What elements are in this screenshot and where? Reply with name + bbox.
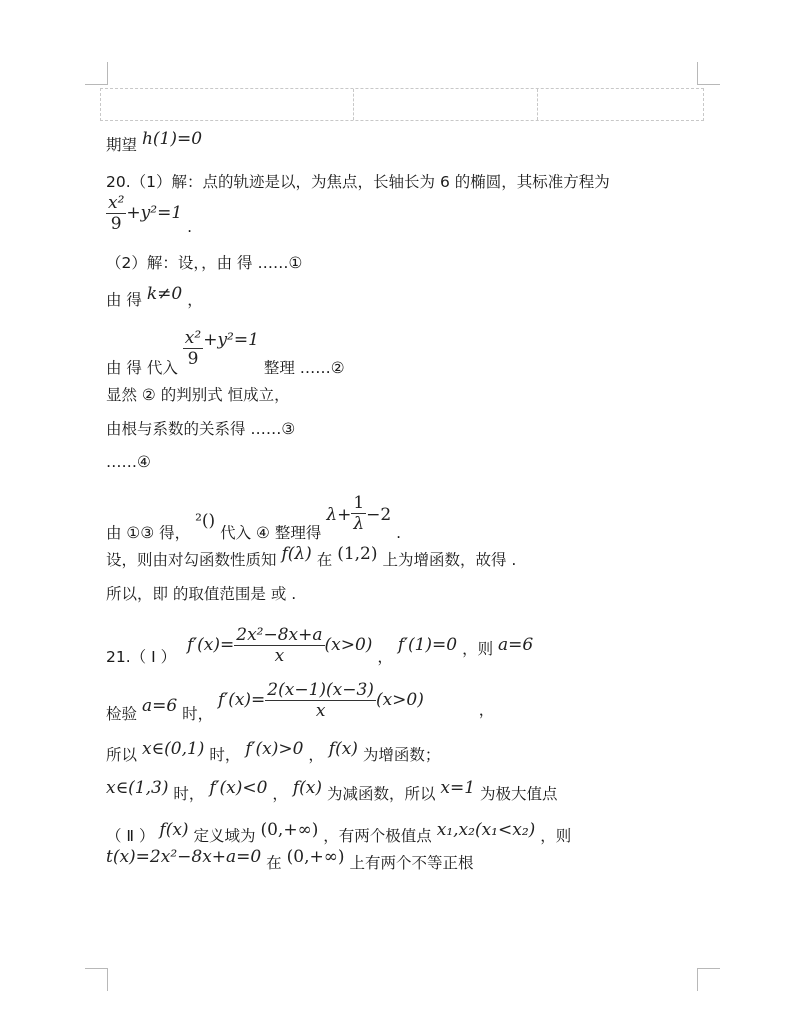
text: ， <box>478 701 495 719</box>
text: 为增函数； <box>362 746 441 764</box>
text: （2）解：设，，由 得 ……① <box>106 254 303 272</box>
line-two-roots <box>106 847 474 873</box>
text: 检验 <box>106 705 138 723</box>
text: 由 ①③ 得， <box>106 524 191 542</box>
line-k-nonzero <box>106 284 203 310</box>
math: a=6 <box>498 635 534 655</box>
text: 设，则由对勾函数性质知 <box>106 551 277 569</box>
denominator: x <box>274 646 285 666</box>
table-cell <box>354 89 538 120</box>
math: λ+ <box>326 505 352 525</box>
line-eq4 <box>106 452 151 472</box>
numerator: x² <box>184 328 202 348</box>
math: +y²=1 <box>203 330 259 350</box>
math: ²() <box>195 511 216 531</box>
math: f′(1)=0 <box>397 635 458 655</box>
line-q20-part1 <box>106 172 610 192</box>
math: −2 <box>366 505 392 525</box>
math: x∈(0,1) <box>141 739 205 759</box>
text: . <box>396 524 402 542</box>
math: f′(x)= <box>187 635 235 655</box>
text: 上为增函数，故得 . <box>382 551 517 569</box>
math: h(1)=0 <box>141 129 203 149</box>
line-q20-part2 <box>106 253 302 273</box>
table-cell <box>538 89 703 120</box>
text: 21.（ Ⅰ ） <box>106 648 177 666</box>
math: x₁,x₂(x₁<x₂) <box>436 820 536 840</box>
denominator: 9 <box>110 214 122 234</box>
text: （ Ⅱ ） <box>106 827 155 845</box>
text: 显然 ② 的判别式 恒成立， <box>106 386 290 404</box>
line-ellipse-equation <box>106 193 192 234</box>
denominator: λ <box>353 514 365 534</box>
numerator: 1 <box>353 493 365 513</box>
math: t(x)=2x²−8x+a=0 <box>106 847 262 867</box>
math: (x>0) <box>324 635 373 655</box>
line-decreasing <box>106 778 558 804</box>
text: 为极大值点 <box>479 785 558 803</box>
math: (x>0) <box>375 690 424 710</box>
text: 期望 <box>106 136 138 154</box>
fraction <box>183 328 203 369</box>
line-hook-function <box>106 544 517 570</box>
math: f′(x)<0 <box>209 778 268 798</box>
text: 在 <box>316 551 333 569</box>
page-corner-mark-bottom-right <box>697 968 720 991</box>
text: 定义域为 <box>193 827 256 845</box>
text: 所以 <box>106 746 138 764</box>
math: f′(x)= <box>218 690 266 710</box>
line-lambda <box>106 493 402 542</box>
text: 20.（1）解：点的轨迹是以，为焦点，长轴长为 6 的椭圆，其标准方程为 <box>106 173 610 191</box>
math: (0,+∞) <box>260 820 319 840</box>
math: x=1 <box>440 778 476 798</box>
line-expectation <box>106 129 203 155</box>
line-verify-a6 <box>106 680 494 721</box>
math: (1,2) <box>337 544 378 564</box>
page-corner-mark-bottom-left <box>85 968 108 991</box>
math: x∈(1,3) <box>106 778 169 798</box>
line-range <box>106 584 296 604</box>
numerator: x² <box>108 193 125 213</box>
header-table <box>100 88 704 121</box>
text: ，有两个极值点 <box>323 827 432 845</box>
page-corner-mark-top-left <box>85 62 108 85</box>
text: 为减函数，所以 <box>326 785 436 803</box>
text: ， <box>308 746 324 764</box>
numerator: 2(x−1)(x−3) <box>267 680 374 700</box>
text: 时， <box>182 705 214 723</box>
text: ， <box>187 291 203 309</box>
text: . <box>187 218 193 236</box>
math: f(x) <box>292 778 322 798</box>
math: f(x) <box>159 820 189 840</box>
math: f(λ) <box>281 544 312 564</box>
text: ，则 <box>462 640 494 658</box>
text: 由根与系数的关系得 ……③ <box>106 420 296 438</box>
line-vieta <box>106 419 295 439</box>
line-q21-part2 <box>106 820 572 846</box>
fraction <box>106 193 126 234</box>
text: ， <box>377 648 393 666</box>
text: 整理 ……② <box>263 359 345 377</box>
math: (0,+∞) <box>286 847 345 867</box>
line-q21-part1 <box>106 625 533 666</box>
text: 在 <box>266 854 282 872</box>
text: 由 得 <box>106 291 142 309</box>
page-corner-mark-top-right <box>697 62 720 85</box>
text: 上有两个不等正根 <box>349 854 474 872</box>
math: a=6 <box>141 696 178 716</box>
math: f′(x)>0 <box>245 739 304 759</box>
text: ……④ <box>106 453 151 471</box>
math: k≠0 <box>146 284 183 304</box>
text: 由 得 代入 <box>106 359 178 377</box>
text: 所以，即 的取值范围是 或 . <box>106 585 297 603</box>
text: 时， <box>173 785 205 803</box>
math: f(x) <box>328 739 358 759</box>
fraction <box>265 680 376 721</box>
table-cell <box>101 89 354 120</box>
math: +y²=1 <box>126 203 183 223</box>
text: 代入 ④ 整理得 <box>220 524 322 542</box>
line-substitute <box>106 328 345 377</box>
fraction <box>234 625 324 666</box>
text: 时， <box>209 746 241 764</box>
fraction <box>351 493 366 534</box>
denominator: 9 <box>187 349 199 369</box>
text: ，则 <box>540 827 572 845</box>
text: ， <box>272 785 288 803</box>
line-increasing <box>106 739 441 765</box>
numerator: 2x²−8x+a <box>236 625 323 645</box>
denominator: x <box>315 701 326 721</box>
line-discriminant <box>106 385 290 405</box>
